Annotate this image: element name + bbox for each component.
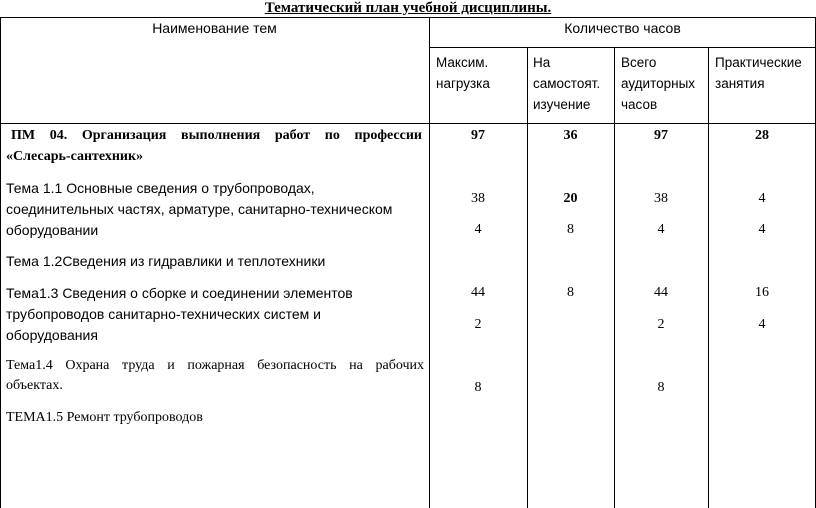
table-border-left [0,17,1,508]
header-prac-1: Практические [715,55,802,70]
header-divider [429,47,816,48]
max-load-value: 4 [474,222,482,237]
practical-value: 4 [758,191,766,206]
auditory-value: 38 [654,191,668,206]
column-divider-max [527,47,528,508]
column-divider-aud [708,47,709,508]
self-study-value: 8 [567,222,574,237]
topic-2-line-1: Тема 1.2Сведения из гидравлики и теплотехники [6,253,326,269]
header-prac-2: занятия [715,76,765,91]
header-aud-3: часов [621,97,658,112]
table-border-top [0,17,816,18]
self-study-value: 8 [567,285,574,300]
header-hours: Количество часов [564,20,681,36]
header-bottom-border [0,123,816,124]
header-max-load-1: Максим. [436,55,489,70]
module-auditory: 97 [654,128,668,143]
auditory-value: 2 [657,317,665,332]
column-divider-topics [429,17,430,508]
max-load-value: 8 [474,380,482,395]
module-name-line-1: ПМ 04. Организация выполнения работ по профессии [11,128,422,143]
header-max-load-2: нагрузка [436,76,490,91]
topic-4-line-1: Тема1.4 Охрана труда и пожарная безопасность на рабочих [6,358,424,373]
topic-3-line-1: Тема1.3 Сведения о сборке и соединении элементов [6,285,353,301]
topic-1-line-3: оборудовании [6,222,99,238]
auditory-value: 4 [657,222,665,237]
document-title: Тематический план учебной дисциплины. [264,0,552,16]
topic-3-line-2: трубопроводов санитарно-технических систем и [6,306,321,322]
header-self-2: самостоят. [533,76,601,91]
max-load-value: 38 [471,191,485,206]
module-name-line-2: «Слесарь-сантехник» [6,149,144,164]
header-self-1: На [533,55,551,70]
practical-value: 16 [755,285,769,300]
self-study-value: 20 [563,191,578,206]
auditory-value: 44 [654,285,668,300]
header-self-3: изучение [533,97,591,112]
column-divider-self [614,47,615,508]
module-max-load: 97 [471,128,485,143]
max-load-value: 44 [471,285,485,300]
topic-3-line-3: оборудования [6,327,98,343]
topic-4-line-2: объектах. [6,378,63,393]
auditory-value: 8 [657,380,665,395]
header-topics: Наименование тем [152,20,277,36]
topic-1-line-2: соединительных частях, арматуре, санитарно-техническом [6,201,393,217]
header-aud-2: аудиторных [621,76,696,91]
practical-value: 4 [758,222,766,237]
practical-value: 4 [758,317,766,332]
module-practical: 28 [755,128,769,143]
module-self-study: 36 [563,128,578,143]
max-load-value: 2 [474,317,482,332]
topic-1-line-1: Тема 1.1 Основные сведения о трубопроводах, [6,180,315,196]
topic-5-line-1: ТЕМА1.5 Ремонт трубопроводов [6,410,203,425]
header-aud-1: Всего [621,55,657,70]
